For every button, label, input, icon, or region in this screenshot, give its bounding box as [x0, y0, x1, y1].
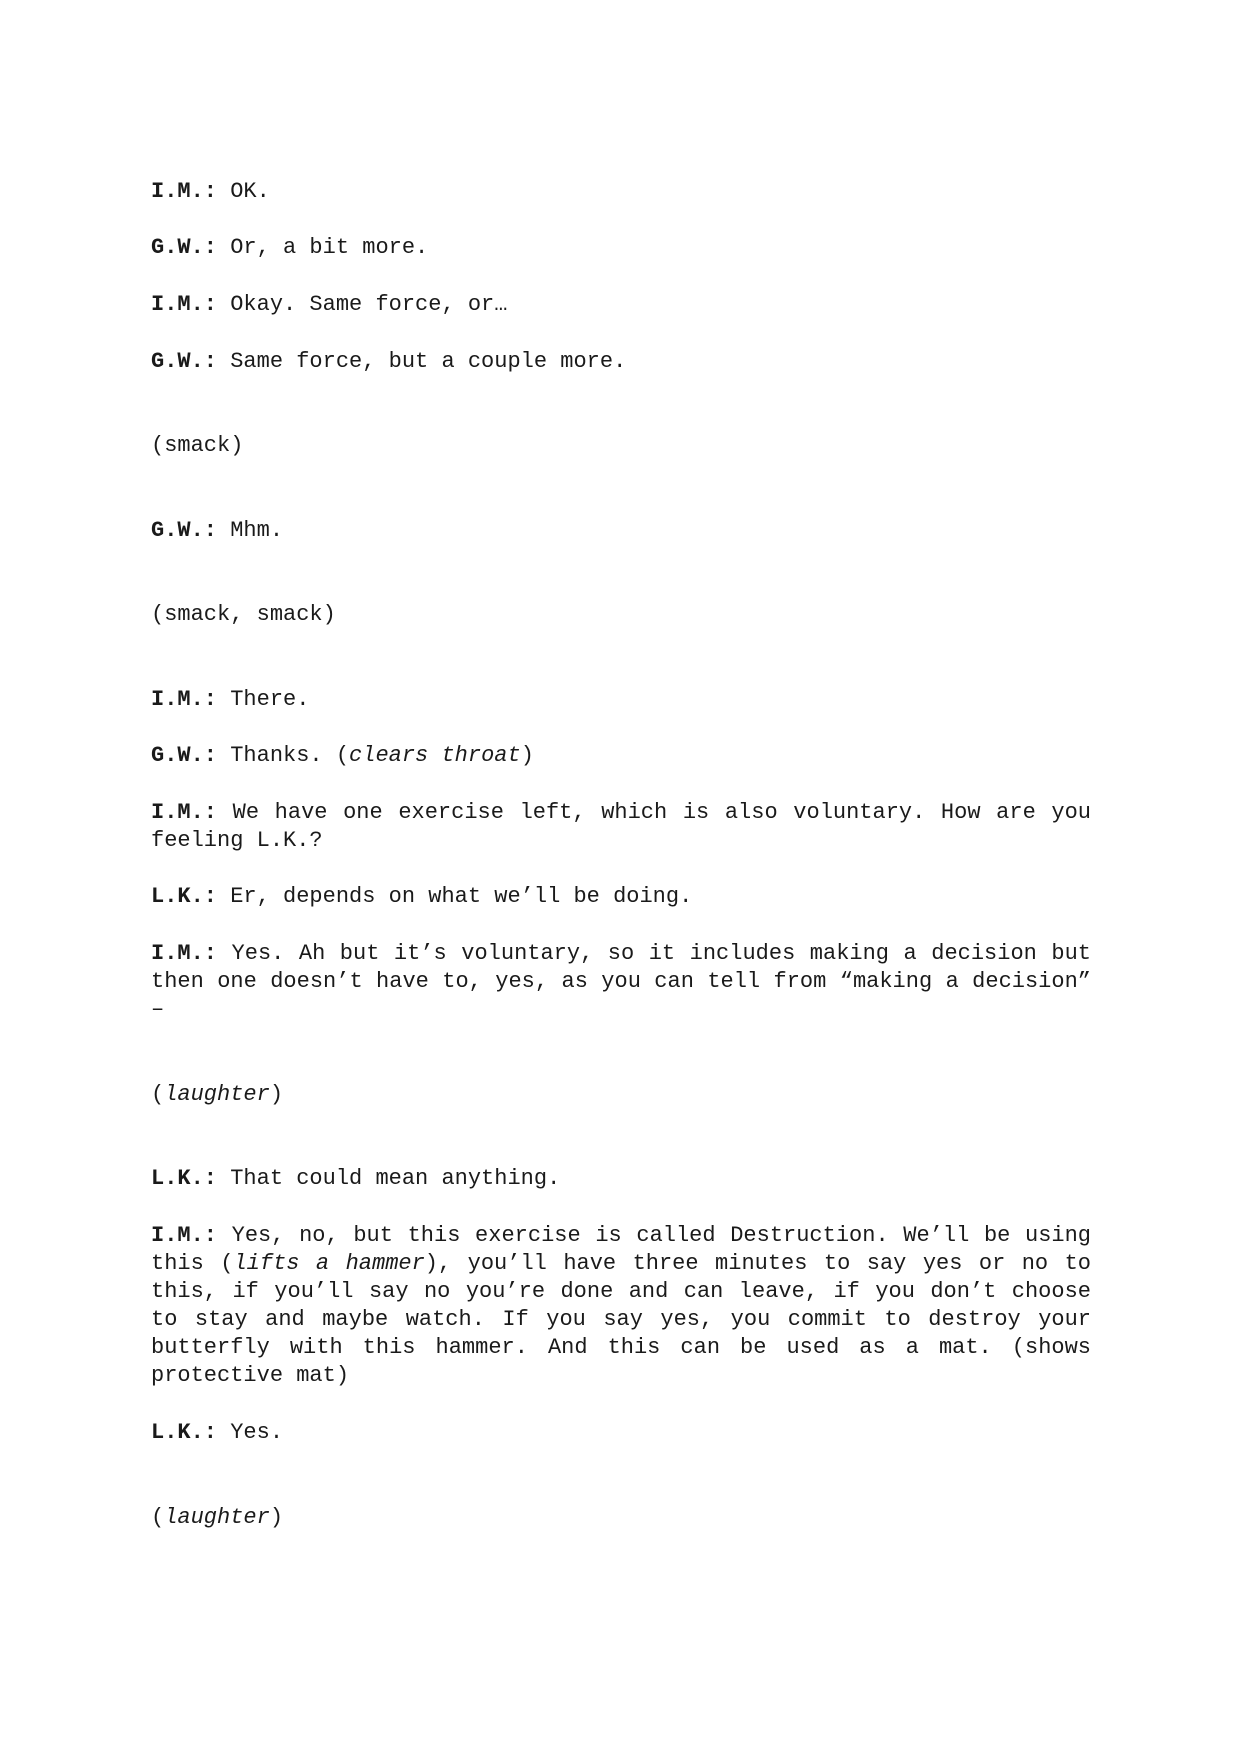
stage-direction: (smack, smack): [151, 602, 336, 627]
dialogue-paragraph: [151, 940, 1091, 1024]
dialogue-line: [151, 742, 1091, 770]
speaker-label: I.M.:: [151, 292, 218, 317]
dialogue-text: We have one exercise left, which is also voluntary. How are you feeling L.K.?: [151, 800, 1091, 853]
dialogue-text: Same force, but a couple more.: [217, 349, 627, 374]
dialogue-line: [151, 883, 1091, 911]
dialogue-text: Okay. Same force, or…: [217, 292, 508, 317]
dialogue-italic: clears throat: [349, 743, 521, 768]
dialogue-line: [151, 1419, 1091, 1447]
speaker-label: I.M.:: [151, 941, 218, 966]
speaker-label: I.M.:: [151, 179, 218, 204]
dialogue-paragraph: [151, 799, 1091, 855]
speaker-label: G.W.:: [151, 518, 218, 543]
paren-open: (: [151, 1505, 165, 1530]
stage-direction: [151, 1081, 1091, 1109]
paren-close: ): [269, 1082, 284, 1107]
speaker-label: L.K.:: [151, 1166, 218, 1191]
dialogue-text: Mhm.: [217, 518, 284, 543]
dialogue-line: [151, 178, 1091, 206]
dialogue-line: [151, 686, 1091, 714]
dialogue-text: Yes, no, but this exercise is called Destruction. We’ll be using this (: [151, 1223, 1091, 1276]
speaker-label: I.M.:: [151, 1223, 218, 1248]
dialogue-line: [151, 348, 1091, 376]
dialogue-text: Yes. Ah but it’s voluntary, so it includes making a decision but then one doesn’t have to, yes, as you can tell from “making a decision” –: [151, 941, 1091, 1022]
dialogue-line: [151, 291, 1091, 319]
dialogue-text: Yes.: [217, 1420, 284, 1445]
stage-direction-italic: laughter: [164, 1082, 270, 1107]
dialogue-paragraph: [151, 1222, 1091, 1390]
stage-direction: [151, 1504, 1091, 1532]
dialogue-line: [151, 234, 1091, 262]
speaker-label: L.K.:: [151, 884, 218, 909]
dialogue-text: ), you’ll have three minutes to say yes or no to this, if you’ll say no you’re done and can leave, if you don’t choose to stay and maybe watch. If you say yes, you commit to destroy your butterfly with this hammer. And this can be used as a mat. (shows protective mat): [151, 1251, 1091, 1388]
dialogue-text: Or, a bit more.: [217, 235, 429, 260]
dialogue-text: That could mean anything.: [217, 1166, 561, 1191]
stage-direction: (smack): [151, 433, 244, 458]
dialogue-line: [151, 517, 1091, 545]
paren-open: (: [151, 1082, 165, 1107]
speaker-label: I.M.:: [151, 800, 218, 825]
dialogue-text: OK.: [217, 179, 270, 204]
dialogue-line: [151, 1165, 1091, 1193]
speaker-label: G.W.:: [151, 743, 218, 768]
dialogue-text: ): [520, 743, 534, 768]
dialogue-text: Thanks. (: [217, 743, 350, 768]
dialogue-text: Er, depends on what we’ll be doing.: [217, 884, 693, 909]
speaker-label: L.K.:: [151, 1420, 218, 1445]
dialogue-italic: lifts a hammer: [233, 1251, 425, 1276]
stage-direction-italic: laughter: [164, 1505, 270, 1530]
dialogue-text: There.: [217, 687, 310, 712]
speaker-label: G.W.:: [151, 349, 218, 374]
speaker-label: G.W.:: [151, 235, 218, 260]
speaker-label: I.M.:: [151, 687, 218, 712]
paren-close: ): [269, 1505, 284, 1530]
